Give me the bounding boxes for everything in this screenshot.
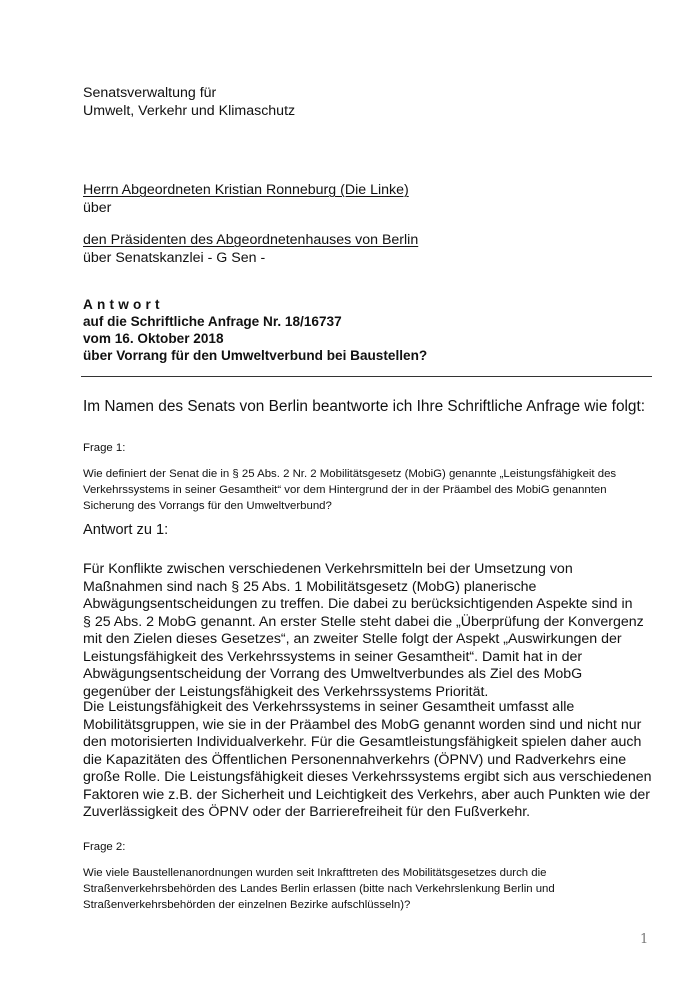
intro-line: Im Namen des Senats von Berlin beantworte ich Ihre Schriftliche Anfrage wie folgt: (83, 398, 646, 415)
question-1-line: Sicherung des Vorrangs für den Umweltverbund? (83, 500, 332, 512)
title-line-4: über Vorrang für den Umweltverbund bei Baustellen? (83, 348, 428, 363)
page-number: 1 (640, 932, 649, 947)
paragraph-line: § 25 Abs. 2 MobG genannt. An erster Stelle steht dabei die „Überprüfung der Konvergenz (83, 613, 644, 630)
title-line-2: auf die Schriftliche Anfrage Nr. 18/16737 (83, 314, 342, 329)
question-1-label (83, 441, 125, 455)
answer-1-label-text: Antwort zu 1: (83, 522, 169, 538)
question-2-line: Wie viele Baustellenanordnungen wurden seit Inkrafttreten des Mobilitätsgesetzes durch die (83, 867, 547, 879)
paragraph-line: Mobilitätsgruppen, wie sie in der Präambel des MobG genannt worden sind und nicht nur (83, 716, 642, 733)
paragraph-line: Zuverlässigkeit des ÖPNV oder der Barrierefreiheit für den Fußverkehr. (83, 804, 531, 820)
paragraph-line: Abwägungsentscheidungen zu treffen. Die dabei zu berücksichtigenden Aspekte sind in (83, 596, 633, 612)
paragraph-line: große Rolle. Die Leistungsfähigkeit dieses Verkehrssystems ergibt sich aus verschiedenen (83, 769, 652, 785)
question-1-text (83, 466, 616, 514)
intro-text (83, 397, 645, 417)
paragraph-line: die Kapazitäten des Öffentlichen Personennahverkehrs (ÖPNV) und Radverkehrs eine (83, 751, 627, 768)
title-line-3: vom 16. Oktober 2018 (83, 331, 224, 346)
question-1-label-text: Frage 1: (83, 442, 126, 454)
recipient-routing (83, 231, 418, 267)
question-2-label (83, 840, 125, 854)
question-2-line: Straßenverkehrsbehörden des Landes Berlin erlassen (bitte nach Verkehrslenkung Berlin und (83, 883, 555, 895)
recipient-chancellery: über Senatskanzlei - G Sen - (83, 250, 266, 266)
question-1-line: Wie definiert der Senat die in § 25 Abs. 2 Nr. 2 Mobilitätsgesetz (MobiG) genannte „Leistungsfähigkeit des (83, 468, 617, 480)
answer-1-paragraph-2 (83, 699, 652, 822)
question-1-line: Verkehrssystems in seiner Gesamtheit“ vor dem Hintergrund der in der Präambel des MobiG genannten (83, 484, 607, 496)
sender-line-2: Umwelt, Verkehr und Klimaschutz (83, 103, 296, 119)
recipient-president: den Präsidenten des Abgeordnetenhauses von Berlin (83, 232, 419, 248)
question-2-line: Straßenverkehrsbehörden der einzelnen Bezirke aufschlüsseln)? (83, 899, 411, 911)
question-2-text (83, 865, 555, 913)
paragraph-line: Maßnahmen sind nach § 25 Abs. 1 Mobilitätsgesetz (MobG) planerische (83, 578, 537, 595)
paragraph-line: mit den Zielen dieses Gesetzes“, an zweiter Stelle folgt der Aspekt „Auswirkungen der (83, 631, 622, 647)
paragraph-line: Leistungsfähigkeit des Verkehrssystems in seiner Gesamtheit“. Damit hat in der (83, 648, 583, 665)
recipient-via: über (83, 200, 112, 216)
paragraph-line: Abwägungsentscheidung der Vorrang des Umweltverbundes als Ziel des MobG (83, 666, 583, 682)
paragraph-line: Faktoren wie z.B. der Sicherheit und Leichtigkeit des Verkehrs, aber auch Punkten wie der (83, 786, 651, 803)
title-divider (81, 376, 652, 377)
sender-line-1: Senatsverwaltung für (83, 85, 217, 101)
answer-1-label (83, 521, 168, 539)
paragraph-line: gegenüber der Leistungsfähigkeit des Verkehrssystems Priorität. (83, 683, 489, 700)
answer-1-paragraph-1 (83, 561, 644, 701)
document-title (83, 296, 427, 364)
title-antwort: Antwort (83, 297, 164, 312)
paragraph-line: Die Leistungsfähigkeit des Verkehrssystems in seiner Gesamtheit umfasst alle (83, 699, 575, 715)
paragraph-line: den motorisierten Individualverkehr. Für die Gesamtleistungsfähigkeit spielen daher auch (83, 734, 642, 750)
recipient-address (83, 181, 409, 217)
paragraph-line: Für Konflikte zwischen verschiedenen Verkehrsmitteln bei der Umsetzung von (83, 561, 573, 577)
question-2-label-text: Frage 2: (83, 841, 126, 853)
recipient-name: Herrn Abgeordneten Kristian Ronneburg (Die Linke) (83, 182, 409, 198)
sender-address (83, 84, 295, 120)
